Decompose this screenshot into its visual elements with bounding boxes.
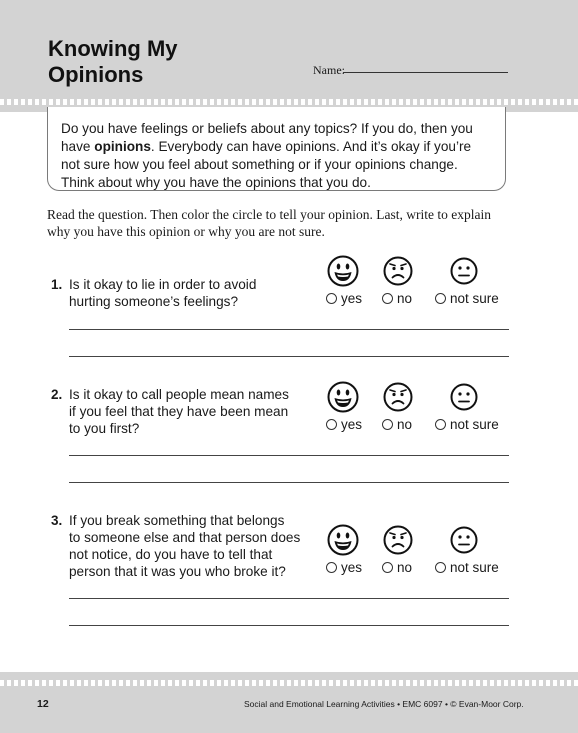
radio-circle[interactable] — [326, 419, 337, 430]
option-label: not sure — [450, 560, 499, 575]
question-line: Is it okay to lie in order to avoid — [69, 277, 257, 292]
question-text — [69, 276, 309, 310]
question-line: if you feel that they have been mean — [69, 404, 289, 419]
intro-bold-term: opinions — [94, 139, 151, 154]
sad-face-icon — [383, 382, 413, 412]
intro-text-2: . Everybody can have opinions. And it’s okay if you’re not sure how you feel about something or if your opinions change. Think about why you have the opinions that you do. — [61, 139, 472, 190]
perforation-bottom — [0, 680, 578, 686]
option-no[interactable] — [382, 560, 412, 575]
radio-circle[interactable] — [382, 293, 393, 304]
radio-circle[interactable] — [435, 562, 446, 573]
question-line: person that it was you who broke it? — [69, 564, 286, 579]
page-title — [48, 36, 178, 88]
neutral-face-icon — [450, 526, 478, 554]
neutral-face-icon — [450, 383, 478, 411]
name-field[interactable] — [343, 72, 508, 73]
intro-text-1: Do you have feelings or beliefs about any topics? If you do, then you have — [61, 121, 473, 154]
sad-face-icon — [383, 525, 413, 555]
radio-circle[interactable] — [326, 293, 337, 304]
title-line-2: Opinions — [48, 62, 144, 87]
page-number: 12 — [37, 698, 49, 710]
option-label: not sure — [450, 291, 499, 306]
option-no[interactable] — [382, 291, 412, 306]
footer-credit: Social and Emotional Learning Activities • EMC 6097 • © Evan-Moor Corp. — [244, 699, 524, 709]
writing-line[interactable] — [69, 455, 509, 456]
option-yes[interactable] — [326, 291, 362, 306]
writing-line[interactable] — [69, 329, 509, 330]
option-yes[interactable] — [326, 417, 362, 432]
neutral-face-icon — [450, 257, 478, 285]
question-line: Is it okay to call people mean names — [69, 387, 289, 402]
radio-circle[interactable] — [435, 419, 446, 430]
radio-circle[interactable] — [326, 562, 337, 573]
directions: Read the question. Then color the circle to tell your opinion. Last, write to explain why you have this opinion or why you are not sure. — [47, 207, 492, 239]
question-number: 3. — [51, 513, 63, 528]
option-label: yes — [341, 560, 363, 575]
question-line: not notice, do you have to tell that — [69, 547, 273, 562]
option-label: no — [397, 291, 413, 306]
radio-circle[interactable] — [382, 562, 393, 573]
writing-line[interactable] — [69, 356, 509, 357]
name-label: Name: — [313, 63, 345, 77]
happy-face-icon — [327, 255, 359, 287]
question-number: 2. — [51, 387, 63, 402]
question-line: If you break something that belongs — [69, 513, 285, 528]
option-not-sure[interactable] — [435, 291, 499, 306]
question-line: hurting someone’s feelings? — [69, 294, 239, 309]
option-label: no — [397, 417, 413, 432]
radio-circle[interactable] — [435, 293, 446, 304]
option-label: not sure — [450, 417, 499, 432]
happy-face-icon — [327, 524, 359, 556]
sad-face-icon — [383, 256, 413, 286]
option-label: yes — [341, 291, 363, 306]
title-line-1: Knowing My — [48, 36, 178, 61]
option-yes[interactable] — [326, 560, 362, 575]
writing-line[interactable] — [69, 482, 509, 483]
perforation-top — [0, 99, 578, 105]
option-label: yes — [341, 417, 363, 432]
radio-circle[interactable] — [382, 419, 393, 430]
writing-line[interactable] — [69, 598, 509, 599]
option-not-sure[interactable] — [435, 560, 499, 575]
question-line: to you first? — [69, 421, 140, 436]
intro-box — [47, 107, 506, 191]
option-not-sure[interactable] — [435, 417, 499, 432]
question-number: 1. — [51, 277, 63, 292]
question-text — [69, 512, 309, 580]
question-line: to someone else and that person does — [69, 530, 301, 545]
option-no[interactable] — [382, 417, 412, 432]
question-text — [69, 386, 309, 437]
option-label: no — [397, 560, 413, 575]
happy-face-icon — [327, 381, 359, 413]
writing-line[interactable] — [69, 625, 509, 626]
